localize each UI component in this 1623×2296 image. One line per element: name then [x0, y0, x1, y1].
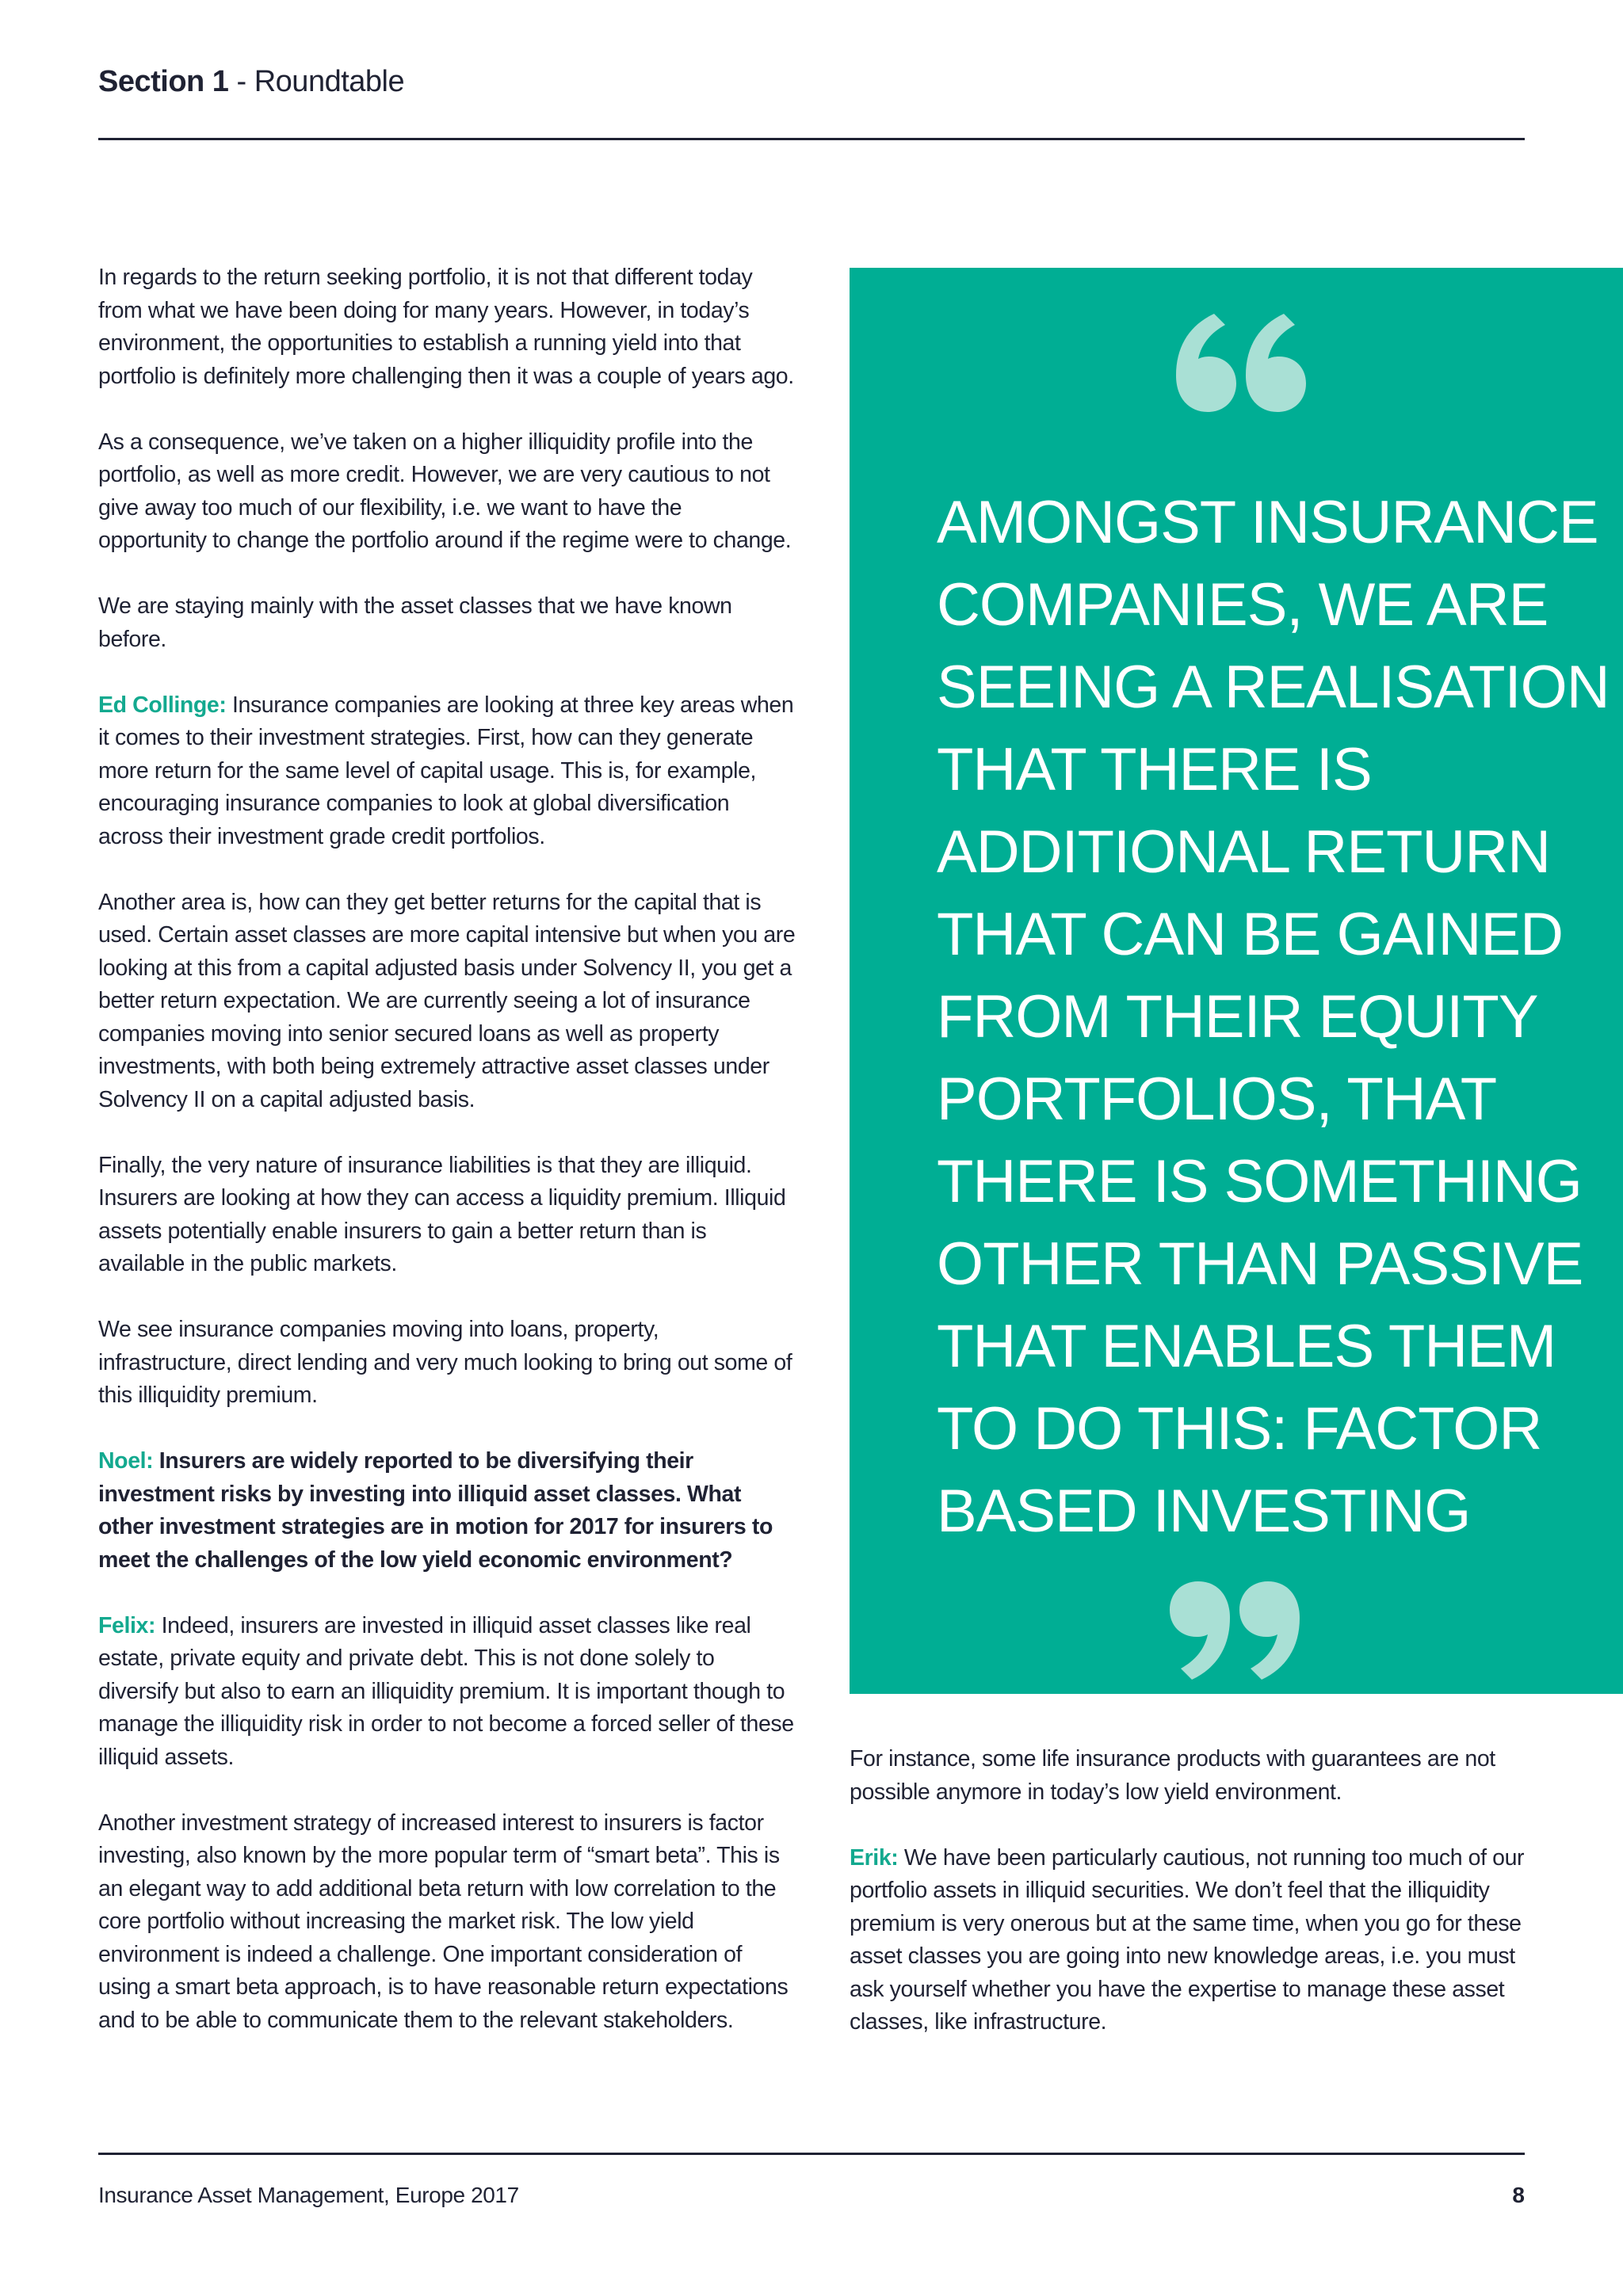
paragraph: Another investment strategy of increased interest to insurers is factor investing, also known by the more popular term of “smart beta”. This is an elegant way to add additional beta return with low correlation to the core portfolio without increasing the market risk. The low yield environment is indeed a challenge. One important consideration of using a smart beta approach, is to have reasonable return expectations and to be able to communicate them to the relevant stakeholders. [98, 1810, 789, 2033]
paragraph [98, 1445, 796, 1577]
speaker-text: Insurance companies are looking at three key areas when it comes to their investment strategies. First, how can they generate more return for the same level of capital usage. This is, for example, encouraging insurance companies to look at global diversification across their investment grade credit portfolios. [98, 692, 794, 849]
publication-name: Insurance Asset Management, Europe 2017 [98, 2183, 519, 2207]
close-quote-icon [1159, 1575, 1317, 1694]
section-label: Section 1 [98, 65, 229, 98]
quote-line: ADDITIONAL RETURN [937, 818, 1551, 886]
header-separator: - [228, 65, 254, 98]
quote-line: TO DO THIS: FACTOR [937, 1395, 1542, 1463]
speaker-text: Indeed, insurers are invested in illiquid asset classes like real estate, private equity and private debt. This is not done solely to diversify but also to earn an illiquidity premium. It is important though to manage the illiquidity risk in order to not become a forced seller of these illiquid assets. [98, 1612, 794, 1770]
header-rule [98, 138, 1525, 140]
quote-line: SEEING A REALISATION [937, 654, 1610, 721]
paragraph [98, 689, 796, 854]
question-text: Insurers are widely reported to be diversifying their investment risks by investing into illiquid asset classes. What other investment strategies are in motion for 2017 for insurers to meet the challenges of the low yield economic environment? [98, 1448, 773, 1573]
paragraph: In regards to the return seeking portfolio, it is not that different today from what we have been doing for many years. However, in today’s environment, the opportunities to establish a running yield into that portfolio is definitely more challenging then it was a couple of years ago. [98, 265, 794, 389]
paragraph: We see insurance companies moving into loans, property, infrastructure, direct lending and very much looking to bring out some of this illiquidity premium. [98, 1317, 792, 1408]
open-quote-icon [1159, 299, 1317, 418]
quote-line: BASED INVESTING [937, 1478, 1471, 1545]
page-header [98, 65, 404, 99]
speaker-name: Felix: [98, 1612, 156, 1638]
section-title: Roundtable [254, 65, 405, 98]
speaker-text: We have been particularly cautious, not running too much of our portfolio assets in illiquid securities. We don’t feel that the illiquidity premium is very onerous but at the same time, when you go for these asset classes you are going into new knowledge areas, i.e. you must ask yourself whether you have the expertise to manage these asset classes, like infrastructure. [850, 1844, 1525, 2035]
page-number: 8 [1512, 2183, 1525, 2207]
right-column [850, 1743, 1531, 2072]
quote-line: FROM THEIR EQUITY [937, 983, 1538, 1051]
quote-line: THAT THERE IS [937, 736, 1372, 803]
pull-quote-box [850, 268, 1623, 1694]
speaker-name: Noel: [98, 1448, 154, 1474]
quote-line: OTHER THAN PASSIVE [937, 1230, 1583, 1298]
quote-line: THAT CAN BE GAINED [937, 901, 1563, 968]
paragraph [850, 1842, 1531, 2039]
pull-quote-text [937, 482, 1618, 1553]
paragraph: We are staying mainly with the asset classes that we have known before. [98, 593, 732, 652]
paragraph: Finally, the very nature of insurance liabilities is that they are illiquid. Insurers are looking at how they can access a liquidity premium. Illiquid assets potentially enable insurers to gain a better return than is available in the public markets. [98, 1152, 786, 1276]
paragraph: As a consequence, we’ve taken on a higher illiquidity profile into the portfolio, as well as more credit. However, we are very cautious to not give away too much of our flexibility, i.e. we want to have the opportunity to change the portfolio around if the regime were to change. [98, 429, 792, 553]
paragraph: For instance, some life insurance products with guarantees are not possible anymore in today’s low yield environment. [850, 1746, 1495, 1805]
quote-line: COMPANIES, WE ARE [937, 571, 1549, 639]
quote-line: THERE IS SOMETHING [937, 1148, 1582, 1215]
speaker-name: Erik: [850, 1844, 899, 1871]
quote-line: PORTFOLIOS, THAT [937, 1066, 1497, 1133]
quote-line: AMONGST INSURANCE [937, 489, 1598, 556]
paragraph [98, 1610, 796, 1775]
quote-line: THAT ENABLES THEM [937, 1313, 1556, 1380]
left-column [98, 261, 796, 2070]
paragraph: Another area is, how can they get better returns for the capital that is used. Certain asset classes are more capital intensive but when you are looking at this from a capital adjusted basis under Solvency II, you get a better return expectation. We are currently seeing a lot of insurance companies moving into senior secured loans as well as property investments, with both being extremely attractive asset classes under Solvency II on a capital adjusted basis. [98, 889, 796, 1112]
footer-rule [98, 2153, 1525, 2155]
speaker-name: Ed Collinge: [98, 692, 227, 718]
